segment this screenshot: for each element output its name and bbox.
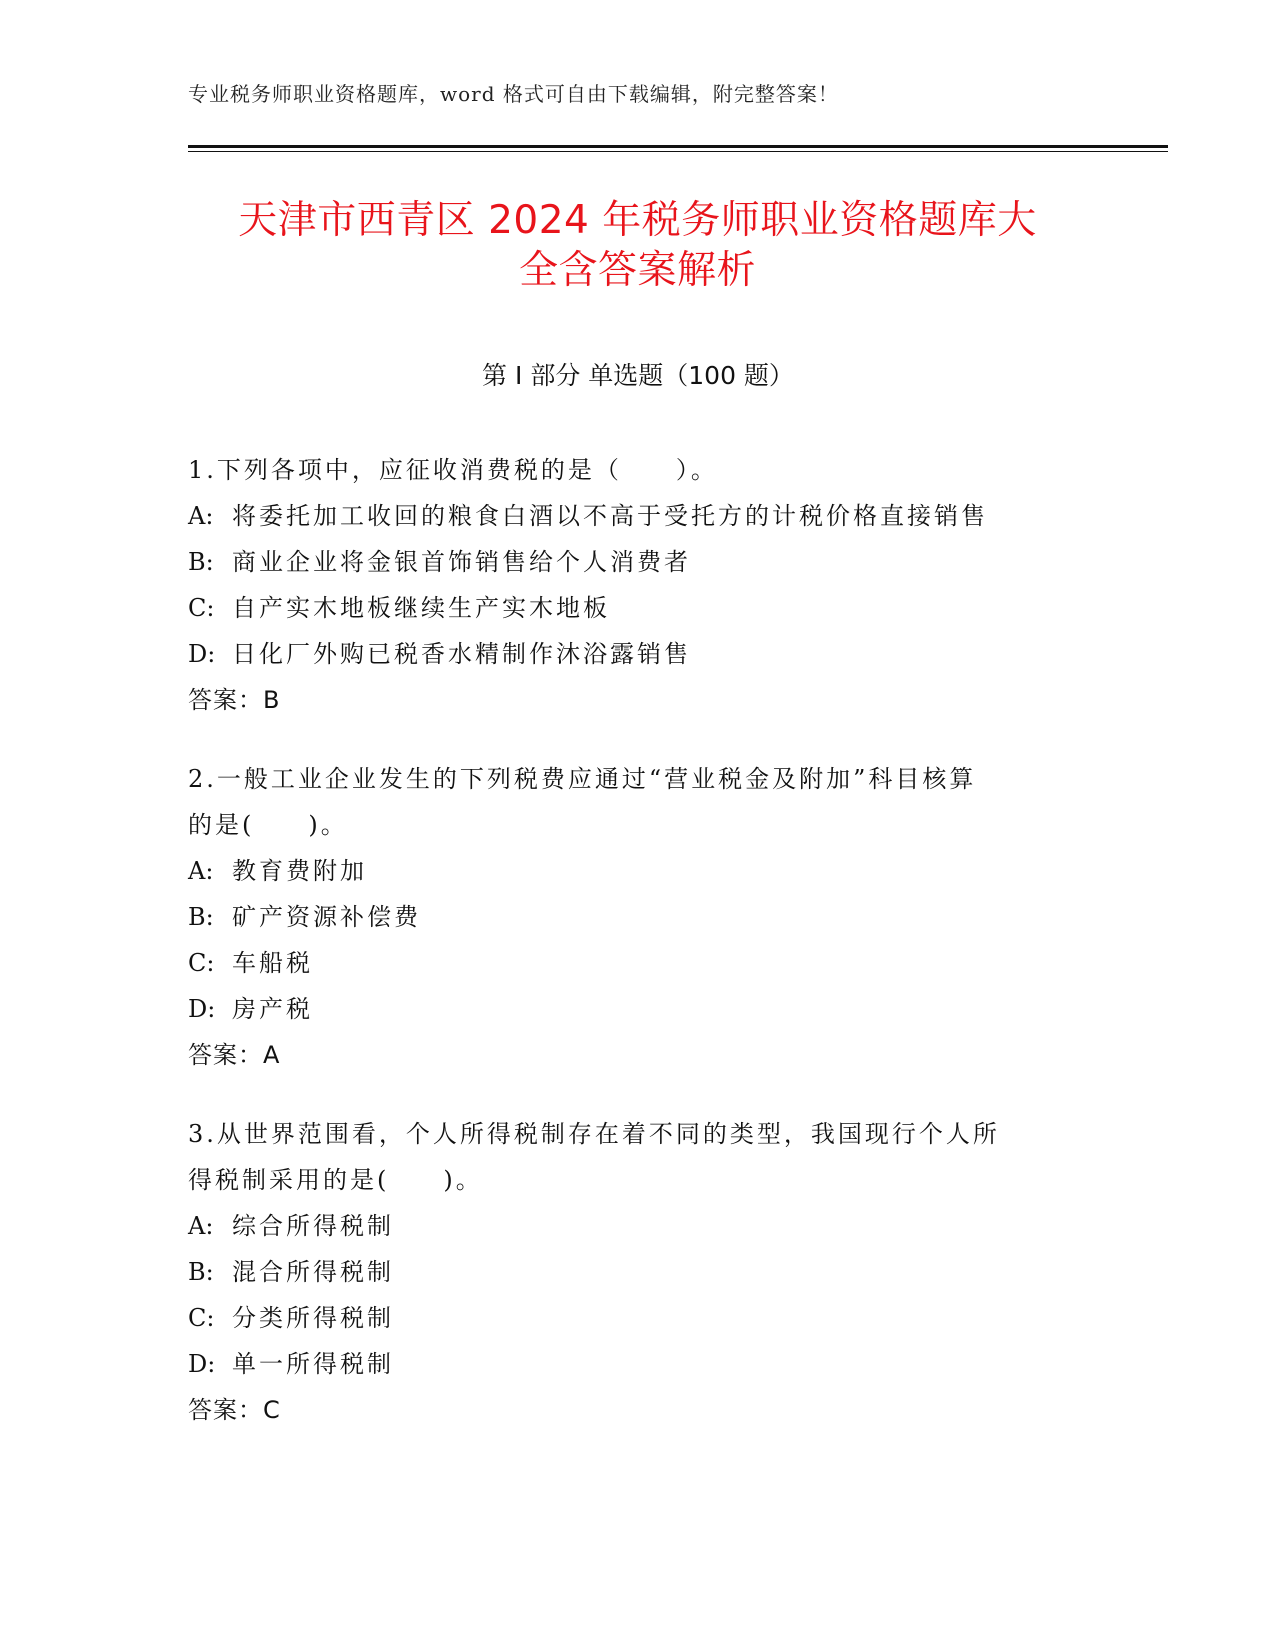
option-text: 教育费附加: [232, 857, 367, 885]
question-2: [188, 756, 1088, 1078]
question-2-answer: 答案：A: [188, 1041, 281, 1069]
question-1-option-c: [188, 585, 1088, 631]
option-key: C:: [188, 594, 215, 622]
question-2-option-b: [188, 894, 1088, 940]
question-3-option-a: [188, 1203, 1088, 1249]
option-text: 自产实木地板继续生产实木地板: [232, 594, 610, 622]
option-text: 矿产资源补偿费: [232, 903, 421, 931]
option-text: 商业企业将金银首饰销售给个人消费者: [232, 548, 691, 576]
option-key: A:: [188, 502, 214, 530]
question-3-option-c: [188, 1295, 1088, 1341]
question-3-answer: 答案：C: [188, 1396, 281, 1424]
question-1-answer: 答案：B: [188, 686, 281, 714]
option-text: 日化厂外购已税香水精制作沐浴露销售: [232, 640, 691, 668]
question-2-option-a: [188, 848, 1088, 894]
question-1-stem: 1.下列各项中，应征收消费税的是（ ）。: [188, 456, 718, 484]
option-key: D:: [188, 1350, 216, 1378]
option-key: B:: [188, 903, 214, 931]
question-list: [188, 447, 1088, 1466]
option-text: 分类所得税制: [232, 1304, 394, 1332]
header-note: 专业税务师职业资格题库，word 格式可自由下载编辑，附完整答案！: [188, 82, 839, 106]
question-1: [188, 447, 1088, 723]
option-text: 房产税: [232, 995, 313, 1023]
option-key: C:: [188, 1304, 215, 1332]
question-2-stem-line-2: 的是( )。: [188, 811, 348, 839]
question-3-option-d: [188, 1341, 1088, 1387]
question-3-stem-line-1: 3.从世界范围看，个人所得税制存在着不同的类型，我国现行个人所: [188, 1120, 1000, 1148]
question-1-option-a: [188, 493, 1088, 539]
header-rule-thick: [188, 145, 1168, 148]
document-title-line-1: 天津市西青区 2024 年税务师职业资格题库大: [238, 198, 1037, 243]
option-key: D:: [188, 640, 216, 668]
document-title: [160, 196, 1115, 296]
option-text: 单一所得税制: [232, 1350, 394, 1378]
option-text: 车船税: [232, 949, 313, 977]
question-1-option-d: [188, 631, 1088, 677]
section-title: 第 I 部分 单选题（100 题）: [482, 361, 794, 390]
option-key: C:: [188, 949, 215, 977]
option-key: D:: [188, 995, 216, 1023]
option-key: B:: [188, 1258, 214, 1286]
document-title-line-2: 全含答案解析: [518, 248, 756, 293]
question-3: [188, 1111, 1088, 1433]
question-2-option-d: [188, 986, 1088, 1032]
question-2-option-c: [188, 940, 1088, 986]
question-1-option-b: [188, 539, 1088, 585]
option-text: 将委托加工收回的粮食白酒以不高于受托方的计税价格直接销售: [232, 502, 988, 530]
option-text: 混合所得税制: [232, 1258, 394, 1286]
question-3-stem-line-2: 得税制采用的是( )。: [188, 1166, 483, 1194]
header-rule-thin: [188, 151, 1168, 152]
option-text: 综合所得税制: [232, 1212, 394, 1240]
question-3-option-b: [188, 1249, 1088, 1295]
option-key: B:: [188, 548, 214, 576]
option-key: A:: [188, 857, 214, 885]
option-key: A:: [188, 1212, 214, 1240]
question-2-stem-line-1: 2.一般工业企业发生的下列税费应通过“营业税金及附加”科目核算: [188, 765, 977, 793]
